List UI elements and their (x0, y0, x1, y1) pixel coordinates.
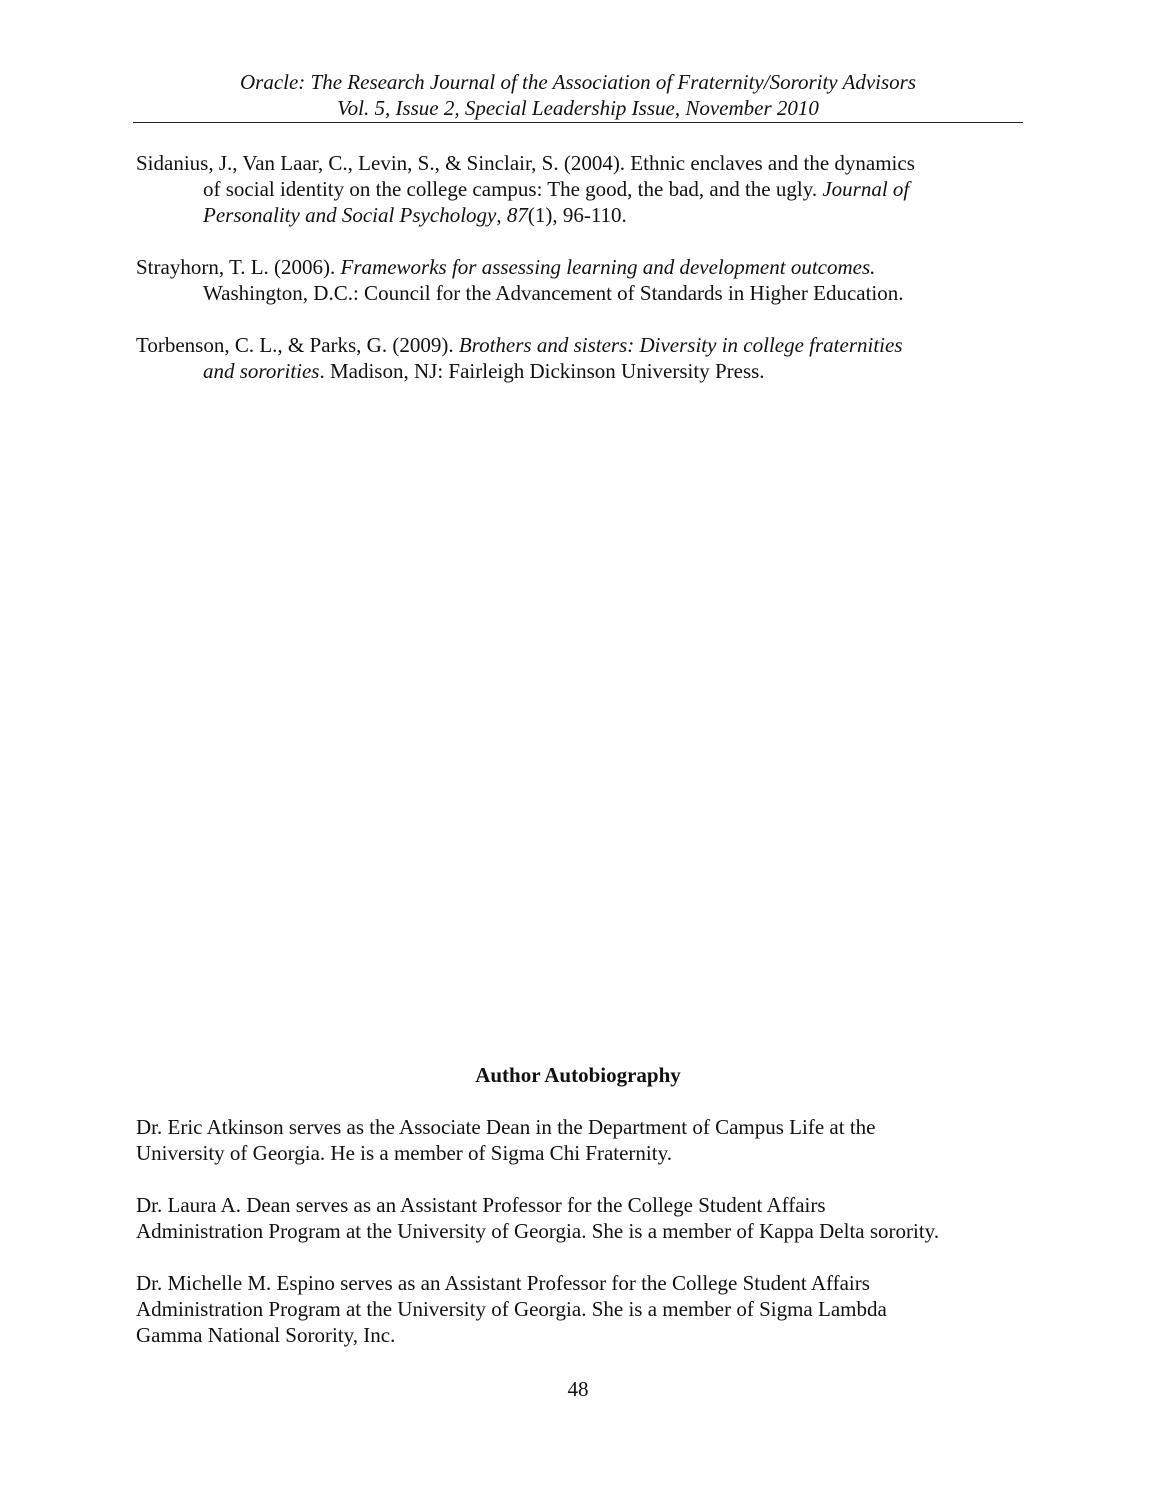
bio-line: Dr. Michelle M. Espino serves as an Assistant Professor for the College Student Affairs (136, 1271, 870, 1295)
reference-entry (136, 254, 986, 306)
running-header (133, 69, 1023, 121)
journal-name: Personality and Social Psychology (203, 203, 497, 227)
book-title: Brothers and sisters: Diversity in college fraternities (458, 333, 903, 357)
reference-entry (136, 332, 986, 384)
reference-text: . Madison, NJ: Fairleigh Dickinson University Press. (319, 359, 765, 383)
reference-line: Washington, D.C.: Council for the Advancement of Standards in Higher Education. (203, 281, 904, 305)
page-number: 48 (567, 1377, 589, 1401)
author-bio (136, 1270, 1036, 1348)
reference-line (136, 254, 986, 280)
reference-text: Torbenson, C. L., & Parks, G. (2009). (136, 333, 459, 357)
journal-volume: 87 (506, 203, 528, 227)
journal-name: Journal of (822, 177, 910, 201)
bio-line: Gamma National Sorority, Inc. (136, 1323, 396, 1347)
reference-line (136, 358, 986, 384)
bio-line: Dr. Laura A. Dean serves as an Assistant Professor for the College Student Affairs (136, 1193, 826, 1217)
reference-text: (1), 96-110. (527, 203, 627, 227)
reference-text: of social identity on the college campus: The good, the bad, and the ugly. (203, 177, 823, 201)
author-bio (136, 1114, 1036, 1166)
author-bio (136, 1192, 1036, 1244)
reference-text: , (496, 203, 507, 227)
journal-title: Oracle: The Research Journal of the Association of Fraternity/Sorority Advisors (239, 70, 916, 94)
reference-entry (136, 150, 986, 228)
header-rule (133, 122, 1023, 123)
issue-info: Vol. 5, Issue 2, Special Leadership Issue, November 2010 (337, 96, 819, 120)
reference-line: Sidanius, J., Van Laar, C., Levin, S., & Sinclair, S. (2004). Ethnic enclaves and the dynamics (136, 151, 915, 175)
reference-text: Strayhorn, T. L. (2006). (136, 255, 341, 279)
book-title: Frameworks for assessing learning and development outcomes. (340, 255, 876, 279)
bio-line: Administration Program at the University of Georgia. She is a member of Sigma Lambda (136, 1297, 887, 1321)
book-title: and sororities (203, 359, 320, 383)
reference-line (136, 176, 986, 202)
bio-line: University of Georgia. He is a member of Sigma Chi Fraternity. (136, 1141, 672, 1165)
section-heading: Author Autobiography (475, 1063, 681, 1087)
bio-line: Administration Program at the University of Georgia. She is a member of Kappa Delta sorority. (136, 1219, 940, 1243)
reference-line (136, 202, 986, 228)
bio-line: Dr. Eric Atkinson serves as the Associate Dean in the Department of Campus Life at the (136, 1115, 876, 1139)
reference-line (136, 332, 986, 358)
